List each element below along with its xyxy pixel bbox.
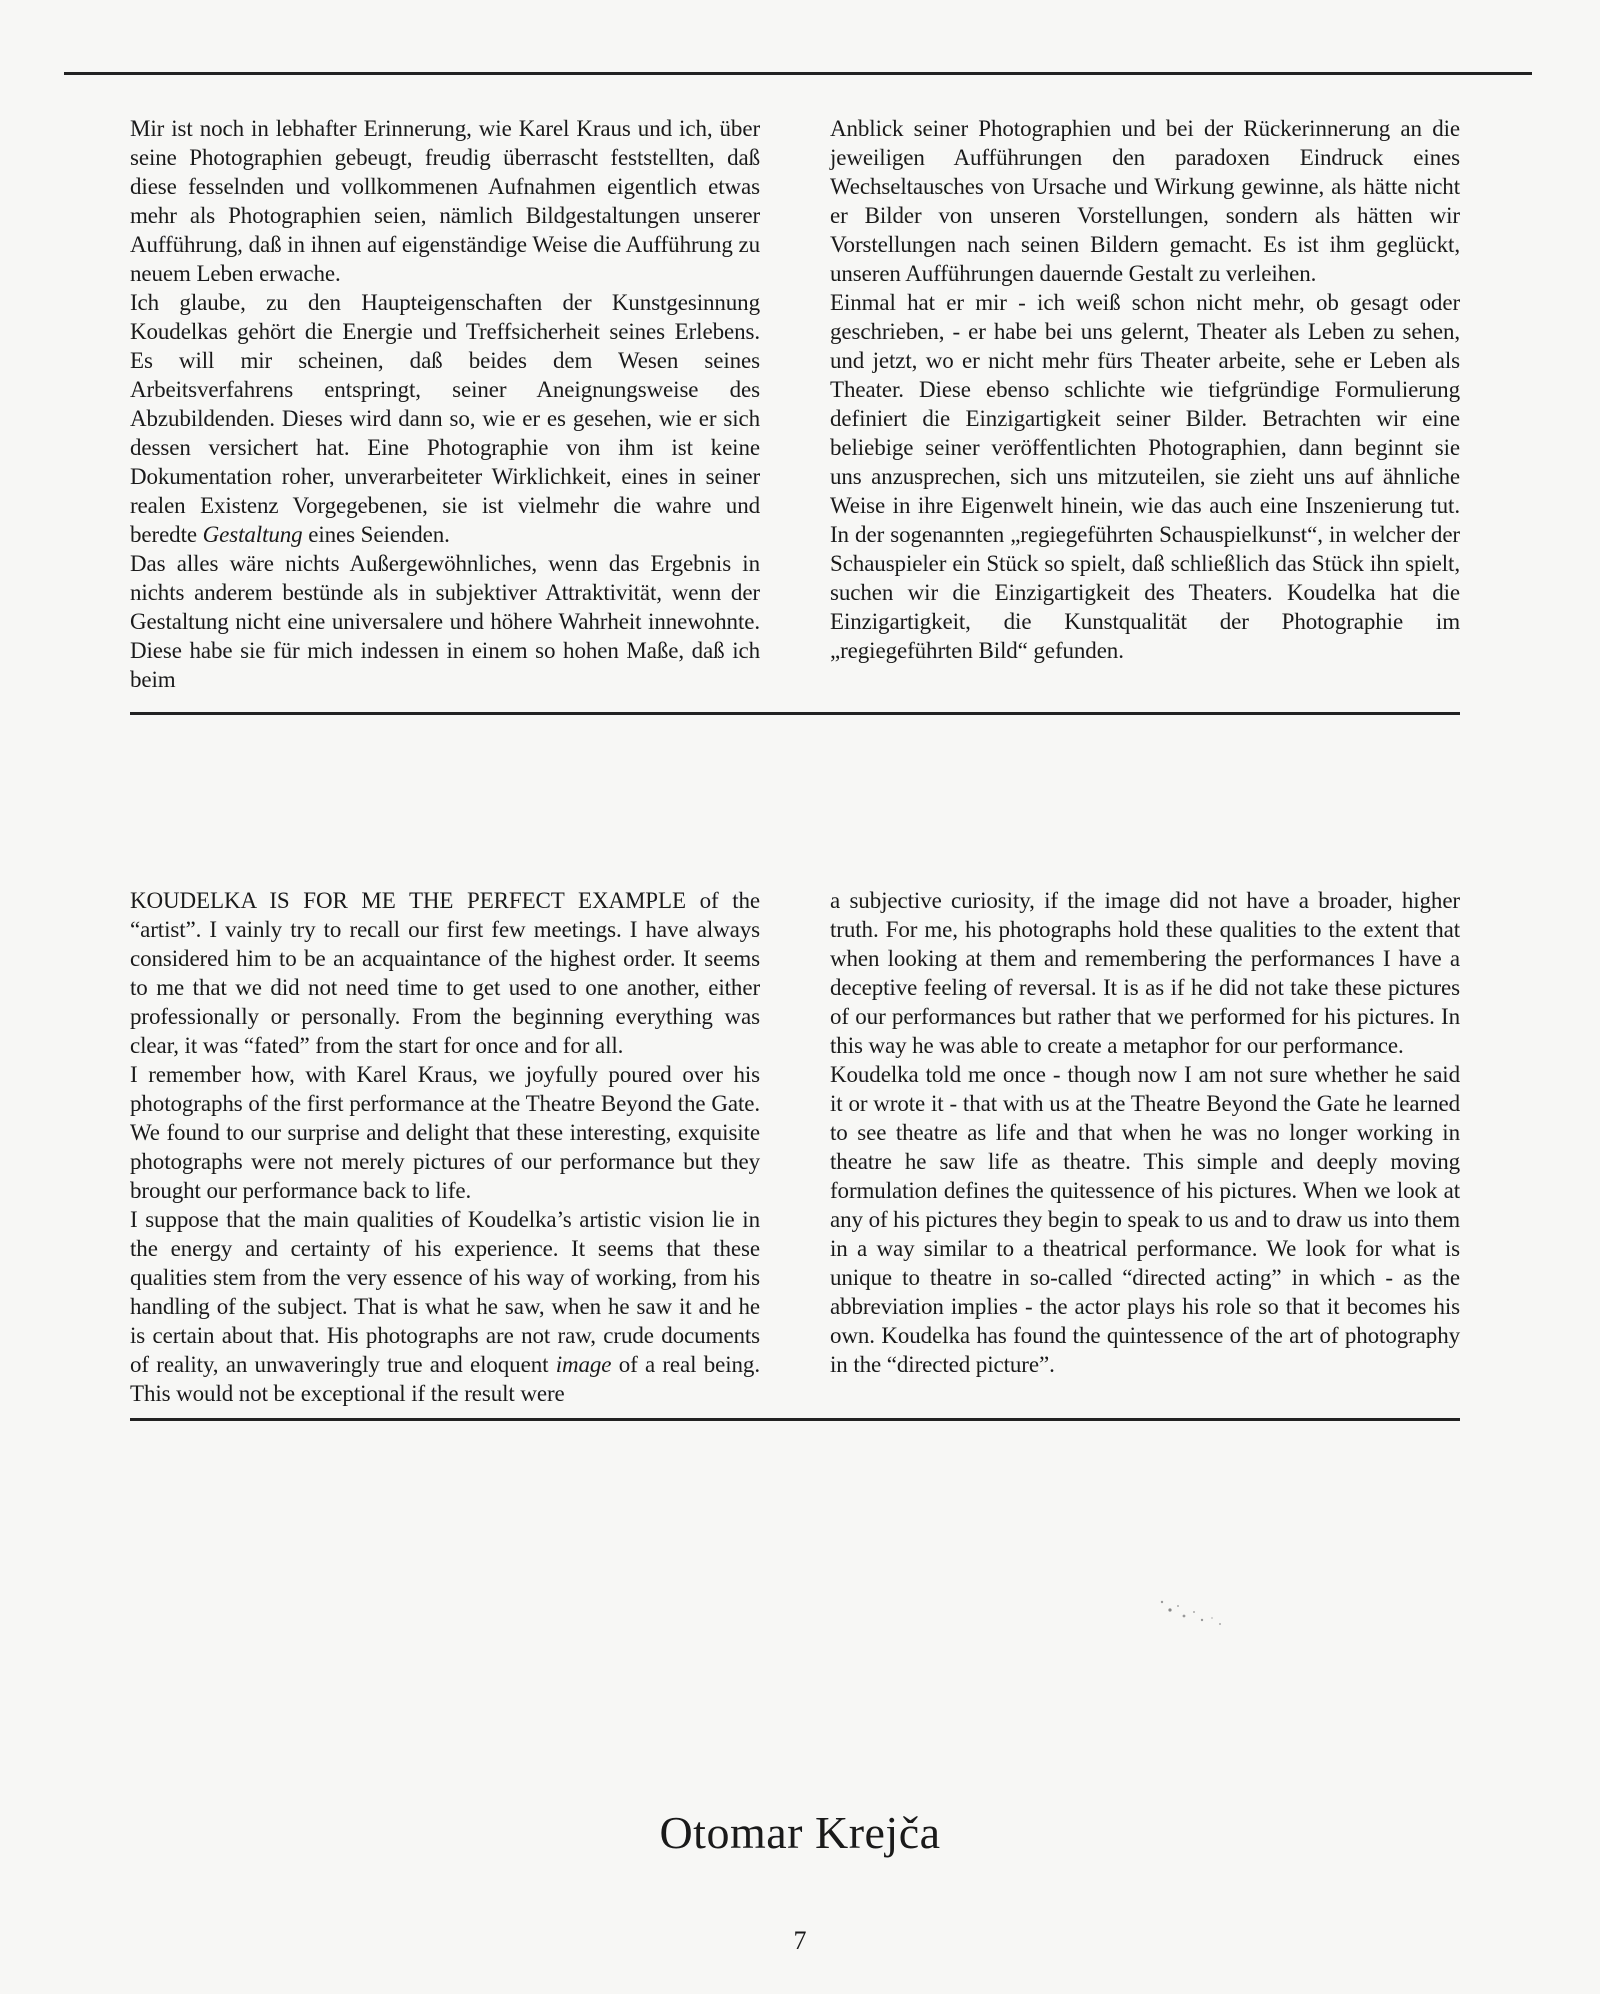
german-paragraph-1: Mir ist noch in lebhafter Erinnerung, wie Karel Kraus und ich, über seine Photographien gebeugt, freudig überrascht feststellten, daß diese fesselnden und vollkommenen Aufnahmen eigentlich etwas mehr als Photographien seien, nämlich Bildgestaltungen unserer Aufführung, daß in ihnen auf eigenständige Weise die Aufführung zu neuem Leben erwache.	[130, 116, 760, 286]
page-number: 7	[793, 1926, 807, 1955]
german-right-column	[830, 114, 1460, 694]
german-paragraph-5: Einmal hat er mir - ich weiß schon nicht mehr, ob gesagt oder geschrieben, - er habe bei uns gelernt, Theater als Leben zu sehen, und jetzt, wo er nicht mehr fürs Theater arbeite, sehe er Leben als Theater. Diese ebenso schlichte wie tiefgründige Formulierung definiert die Einzigartigkeit seiner Bilder. Betrachten wir eine beliebige seiner veröffentlichten Photographien, dann beginnt sie uns anzusprechen, sich uns mitzuteilen, sie zieht uns auf ähnliche Weise in ihre Eigenwelt hinein, wie das auch eine Inszenierung tut. In der sogenannten „regiegeführten Schauspielkunst“, in welcher der Schauspieler ein Stück so spielt, daß schließlich das Stück ihn spielt, suchen wir die Einzigartigkeit des Theaters. Koudelka hat die Einzigartigkeit, die Kunstqualität der Photographie im „regiegeführten Bild“ gefunden.	[830, 290, 1460, 663]
german-italic-word: Gestaltung	[202, 522, 303, 547]
german-bottom-rule	[130, 712, 1460, 715]
english-paragraph-3: I suppose that the main qualities of Koudelka’s artistic vision lie in the energy and certainty of his experience. It seems that these qualities stem from the very essence of his way of working, from his handling of the subject. That is what he saw, when he saw it and he is certain about that. His photographs are not raw, crude documents of reality, an unwaveringly true and eloquent image of a real being. This would not be exceptional if the result were	[130, 1207, 760, 1406]
english-left-column	[130, 886, 760, 1408]
english-italic-word: image	[555, 1352, 612, 1377]
english-paragraph-1: KOUDELKA IS FOR ME THE PERFECT EXAMPLE of the “artist”. I vainly try to recall our first few meetings. I have always considered him to be an acquaintance of the highest order. It seems to me that we did not need time to get used to one another, either professionally or personally. From the beginning everything was clear, it was “fated” from the start for once and for all.	[130, 888, 760, 1058]
print-speckle	[1150, 1592, 1240, 1632]
german-left-column	[130, 114, 760, 694]
english-paragraph-5: Koudelka told me once - though now I am not sure whether he said it or wrote it - that with us at the Theatre Beyond the Gate he learned to see theatre as life and that when he was no longer working in theatre he saw life as theatre. This simple and deeply moving formulation defines the quitessence of his pictures. When we look at any of his pictures they begin to speak to us and to draw us into them in a way similar to a theatrical performance. We look for what is unique to theatre in so-called “directed acting” in which - as the abbreviation implies - the actor plays his role so that it becomes his own. Koudelka has found the quintessence of the art of photography in the “directed picture”.	[830, 1062, 1460, 1377]
english-right-column	[830, 886, 1460, 1408]
german-paragraph-2: Ich glaube, zu den Haupteigenschaften der Kunstgesinnung Koudelkas gehört die Energie und Treffsicherheit seines Erlebens. Es will mir scheinen, daß beides dem Wesen seines Arbeitsverfahrens entspringt, seiner Aneignungsweise des Abzubildenden. Dieses wird dann so, wie er es gesehen, wie er sich dessen versichert hat. Eine Photographie von ihm ist keine Dokumentation roher, unverarbeiteter Wirklichkeit, eines in seiner realen Existenz Vorgegebenen, sie ist vielmehr die wahre und beredte Gestaltung eines Seienden.	[130, 290, 760, 547]
german-paragraph-4: Anblick seiner Photographien und bei der Rückerinnerung an die jeweiligen Aufführungen den paradoxen Eindruck eines Wechseltausches von Ursache und Wirkung gewinne, als hätte nicht er Bilder von unseren Vorstellungen, sondern als hätten wir Vorstellungen nach seinen Bildern gemacht. Es ist ihm geglückt, unseren Aufführungen dauernde Gestalt zu verleihen.	[830, 116, 1460, 286]
english-bottom-rule	[130, 1418, 1460, 1421]
english-paragraph-2: I remember how, with Karel Kraus, we joyfully poured over his photographs of the first performance at the Theatre Beyond the Gate. We found to our surprise and delight that these interesting, exquisite photographs were not merely pictures of our performance but they brought our performance back to life.	[130, 1062, 760, 1203]
german-section	[130, 114, 1460, 715]
author-signature: Otomar Krejča	[659, 1807, 941, 1858]
top-rule	[64, 72, 1532, 75]
english-paragraph-4: a subjective curiosity, if the image did not have a broader, higher truth. For me, his photographs hold these qualities to the extent that when looking at them and remembering the performances I have a deceptive feeling of reversal. It is as if he did not take these pictures of our performances but rather that we performed for his pictures. In this way he was able to create a metaphor for our performance.	[830, 888, 1460, 1058]
german-paragraph-3: Das alles wäre nichts Außergewöhnliches, wenn das Ergebnis in nichts anderem bestünde als in subjektiver Attraktivität, wenn der Gestaltung nicht eine universalere und höhere Wahrheit innewohnte. Diese habe sie für mich indessen in einem so hohen Maße, daß ich beim	[130, 551, 760, 692]
english-section	[130, 886, 1460, 1421]
